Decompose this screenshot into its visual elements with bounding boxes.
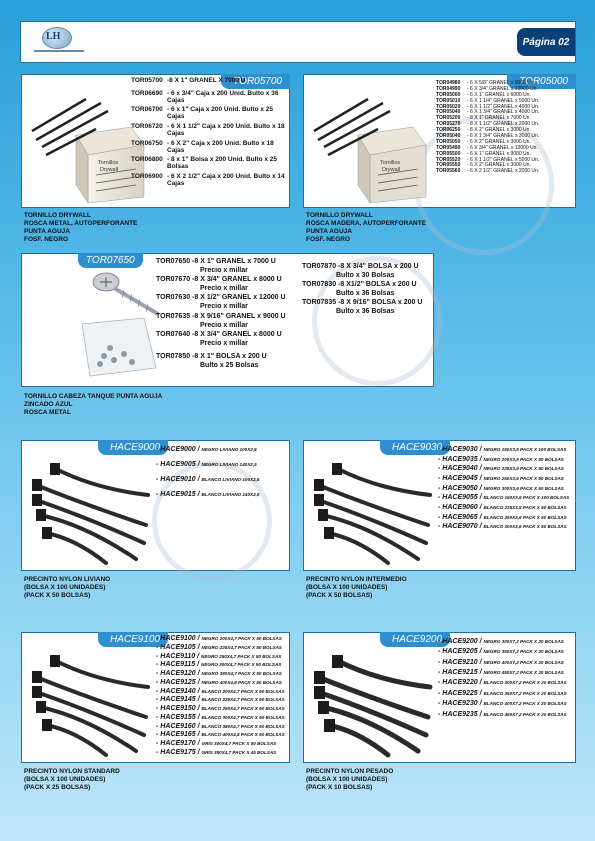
list-item: TOR05200 - 8 X 1" GRANEL x 7000 Un. (436, 115, 531, 122)
product-list (438, 637, 575, 720)
list-item: - HACE9040 / NEGRO 225X3,5 PACK X 50 BOLSAS (438, 465, 564, 473)
caption-hace9000: PRECINTO NYLON LIVIANO (BOLSA X 100 UNIDADES) (PACK X 50 BOLSAS) (24, 576, 111, 600)
list-item: TOR07835 -8 X 9/16" BOLSA x 200 U Bulto x 36 Bolsas (302, 299, 423, 316)
list-item: TOR04990 - 6 X 3/4" GRANEL x 13000 Un. (436, 85, 538, 92)
product-list (156, 635, 289, 758)
panel-tor05700 (21, 74, 290, 208)
product-list (438, 445, 575, 532)
section-tag: HACE9030 (380, 440, 450, 455)
caption-hace9200: PRECINTO NYLON PESADO (BOLSA X 100 UNIDADES) (PACK X 10 BOLSAS) (306, 768, 394, 792)
list-item: - HACE9210 / NEGRO 400X7,2 PACK X 20 BOLSAS (438, 658, 564, 666)
list-item: - HACE9010 / BLANCO LIVIANO 100X2,5 (156, 475, 260, 483)
list-item: TOR06250 - 8 X 2" GRANEL x 3000 Un. (436, 127, 531, 134)
list-item: TOR06900 - 6 X 2 1/2" Caja x 200 Unid. Bulto x 14 Cajas (131, 172, 285, 187)
list-item: TOR07830 -8 X1/2" BOLSA x 200 U Bulto x 36 Bolsas (302, 281, 417, 298)
list-item: - HACE9000 / NEGRO LIVIANO 100X2,5 (156, 446, 257, 453)
list-item: - HACE9140 / BLANCO 200X4,7 PACK X 50 BOLSAS (156, 687, 285, 695)
list-item: - HACE9220 / BLANCO 300X7,2 PACK X 20 BOLSAS (438, 679, 567, 687)
list-item: - HACE9120 / NEGRO 380X4,7 PACK X 50 BOLSAS (156, 670, 282, 677)
box-label-1: Tornillos (380, 160, 401, 166)
list-item: - HACE9005 / NEGRO LIVIANO 140X2,5 (156, 460, 257, 468)
list-item: - HACE9175 / GRIS 380X4,7 PACK X 45 BOLSAS (156, 748, 277, 756)
product-photo-cable-ties (308, 647, 436, 759)
list-item: TOR07635 -8 X 9/16" GRANEL x 9000 U Precio x millar (156, 312, 286, 329)
product-photo-cable-ties (26, 455, 154, 567)
list-item: - HACE9035 / NEGRO 200X3,5 PACK X 50 BOLSAS (438, 455, 564, 463)
box-label-1: Tornillos (98, 160, 119, 166)
list-item: - HACE9065 / BLANCO 250X3,6 PACK X 50 BOLSAS (438, 513, 567, 521)
list-item: TOR05270 - 8 X 1 1/2" GRANEL x 2000 Un. (436, 121, 540, 128)
list-item: - HACE9200 / NEGRO 300X7,2 PACK X 20 BOLSAS (438, 638, 564, 645)
product-list (436, 81, 574, 175)
list-item: - HACE9145 / BLANCO 225X4,7 PACK X 50 BOLSAS (156, 696, 285, 704)
list-item: TOR06750 - 6 X 2" Caja x 200 Unid. Bulto x 18 Cajas (131, 139, 274, 154)
list-item: TOR07650 -8 X 1" GRANEL x 7000 U Precio x millar (156, 258, 276, 275)
caption-tor05000: TORNILLO DRYWALL ROSCA MADERA, AUTOPERFORANTE PUNTA AGUJA FOSF. NEGRO (306, 212, 427, 244)
list-item: - HACE9150 / BLANCO 250X4,7 PACK X 50 BOLSAS (156, 705, 285, 712)
list-item: TOR06690 - 6 x 3/4" Caja x 200 Unid. Bulto x 36 Cajas (131, 89, 279, 104)
product-list-left (156, 257, 316, 370)
list-item: TOR07670 -8 X 3/4" GRANEL x 8000 U Precio x millar (156, 276, 282, 293)
box-label-2: Drywall (100, 167, 119, 173)
list-item: - HACE9070 / BLANCO 300X3,6 PACK X 50 BOLSAS (438, 523, 567, 531)
list-item: TOR05040 - 6 X 1 3/4" GRANEL x 3000 Un. (436, 133, 540, 140)
list-item: TOR05520 - 6 X 1 1/2" GRANEL x 5000 Un. (436, 156, 540, 163)
section-tag: HACE9000 (98, 440, 168, 455)
list-item: - HACE9045 / NEGRO 250X3,6 PACK X 50 BOLSAS (438, 474, 564, 482)
list-item: TOR04980 - 6 X 5/8" GRANEL x 9000 Un. (436, 80, 536, 86)
list-item: - HACE9115 / NEGRO 300X4,7 PACK X 50 BOLSAS (156, 661, 282, 669)
list-item: - HACE9050 / NEGRO 300X3,6 PACK X 50 BOLSAS (438, 484, 564, 492)
product-photo-screws-box (308, 85, 428, 205)
product-list-right (302, 262, 432, 317)
list-item: TOR05500 - 6 X 1" GRANEL x 9000 Un. (436, 150, 531, 157)
list-item: TOR07870 -8 X 3/4" BOLSA x 200 U Bulto x 30 Bolsas (302, 263, 419, 280)
list-item: TOR06720 - 6 X 1 1/2" Caja x 200 Unid. Bulto x 18 Cajas (131, 123, 285, 137)
list-item: - HACE9100 / NEGRO 200X4,7 PACK X 50 BOLSAS (156, 635, 282, 642)
product-photo-screws-box (26, 85, 146, 205)
panel-hace9030 (303, 440, 576, 571)
product-list (131, 78, 286, 188)
caption-hace9030: PRECINTO NYLON INTERMEDIO (BOLSA X 100 UNIDADES) (PACK X 50 BOLSAS) (306, 576, 407, 600)
caption-hace9100: PRECINTO NYLON STANDARD (BOLSA X 100 UNIDADES) (PACK X 25 BOLSAS) (24, 768, 120, 792)
list-item: TOR05010 - 6 X 1 1/4" GRANEL x 5000 Un. (436, 97, 540, 104)
product-list (156, 445, 288, 500)
list-item: TOR05050 - 6 X 2" GRANEL x 3000 Un. (436, 138, 531, 145)
list-item: - HACE9225 / BLANCO 350X7,2 PACK X 20 BOLSAS (438, 689, 567, 697)
list-item: TOR05020 - 6 X 1 1/2" GRANEL x 4000 Un. (436, 103, 540, 110)
list-item: - HACE9235 / BLANCO 450X7,2 PACK X 20 BOLSAS (438, 710, 567, 718)
list-item: TOR07640 -8 X 3/4" GRANEL x 8000 U Precio x millar (156, 330, 282, 347)
list-item: TOR05490 - 6 X 3/4" GRANEL x 13000 Un. (436, 144, 538, 151)
list-item: - HACE9015 / BLANCO LIVIANO 140X2,5 (156, 490, 260, 498)
logo-text: LH (46, 31, 61, 42)
section-tag: HACE9100 (98, 632, 168, 647)
panel-tor07650 (21, 253, 434, 387)
list-item: - HACE9030 / NEGRO 150X3,5 PACK X 100 BOLSAS (438, 446, 567, 453)
list-item: - HACE9215 / NEGRO 450X7,2 PACK X 20 BOLSAS (438, 669, 564, 677)
logo-underline (34, 50, 84, 52)
list-item: TOR06700 - 6 x 1" Caja x 200 Unid. Bulto x 25 Cajas (131, 106, 274, 121)
section-tag: TOR07650 (78, 253, 143, 268)
section-tag: TOR05000 (507, 74, 576, 89)
list-item: TOR05040 - 6 X 1 3/4" GRANEL x 4000 Un. (436, 109, 540, 116)
list-item: TOR06800 - 8 x 1" Bolsa x 200 Unid. Bulto x 25 Bolsas (131, 156, 278, 171)
list-item: TOR05000 - 6 X 1" GRANEL x 6000 Un. (436, 91, 531, 98)
panel-tor05000 (303, 74, 576, 208)
product-photo-cable-ties (26, 647, 154, 759)
list-item: - HACE9165 / BLANCO 400X4,8 PACK X 50 BOLSAS (156, 731, 285, 739)
company-logo (30, 27, 90, 57)
header-bar (20, 21, 576, 63)
section-tag: HACE9200 (380, 632, 450, 647)
caption-tor07650: TORNILLO CABEZA TANQUE PUNTA AGUJA ZINCADO AZUL ROSCA METAL (24, 393, 163, 417)
panel-hace9200 (303, 632, 576, 763)
list-item: - HACE9055 / BLANCO 150X3,5 PACK X 100 BOLSAS (438, 494, 570, 502)
section-tag: TOR05700 (221, 74, 290, 89)
product-photo-zinc-screws (74, 268, 164, 383)
box-label-2: Drywall (382, 167, 401, 173)
list-item: TOR05560 - 6 X 2 1/2" GRANEL x 2000 Un. (436, 168, 540, 175)
panel-hace9100 (21, 632, 290, 763)
list-item: - HACE9160 / BLANCO 380X4,7 PACK X 50 BOLSAS (156, 722, 285, 730)
panel-hace9000 (21, 440, 290, 571)
list-item: - HACE9125 / NEGRO 400X4,8 PACK X 50 BOLSAS (156, 678, 282, 686)
list-item: TOR05700 -8 X 1" GRANEL X 7000 U (131, 77, 246, 84)
list-item: - HACE9060 / BLANCO 225X3,5 PACK X 50 BOLSAS (438, 503, 567, 511)
page-number-tab: Página 02 (517, 28, 575, 56)
product-photo-cable-ties (308, 455, 436, 567)
caption-tor05700: TORNILLO DRYWALL ROSCA METAL, AUTOPERFORANTE PUNTA AGUJA FOSF. NEGRO (24, 212, 138, 244)
list-item: - HACE9230 / BLANCO 400X7,2 PACK X 20 BOLSAS (438, 700, 567, 708)
list-item: - HACE9170 / GRIS 300X4,7 PACK X 50 BOLSAS (156, 740, 277, 747)
list-item: - HACE9105 / NEGRO 225X4,7 PACK X 50 BOLSAS (156, 643, 282, 651)
list-item: TOR07850 -8 X 1" BOLSA x 200 U Bulto x 25 Bolsas (156, 352, 267, 370)
list-item: - HACE9205 / NEGRO 350X7,2 PACK X 20 BOLSAS (438, 648, 564, 656)
list-item: TOR05550 - 6 X 2" GRANEL x 3000 Un. (436, 162, 531, 169)
list-item: - HACE9155 / BLANCO 300X4,7 PACK X 50 BOLSAS (156, 713, 285, 721)
list-item: TOR07630 -8 X 1/2" GRANEL x 12000 U Precio x millar (156, 294, 286, 311)
list-item: - HACE9110 / NEGRO 250X4,7 PACK X 50 BOLSAS (156, 652, 282, 660)
